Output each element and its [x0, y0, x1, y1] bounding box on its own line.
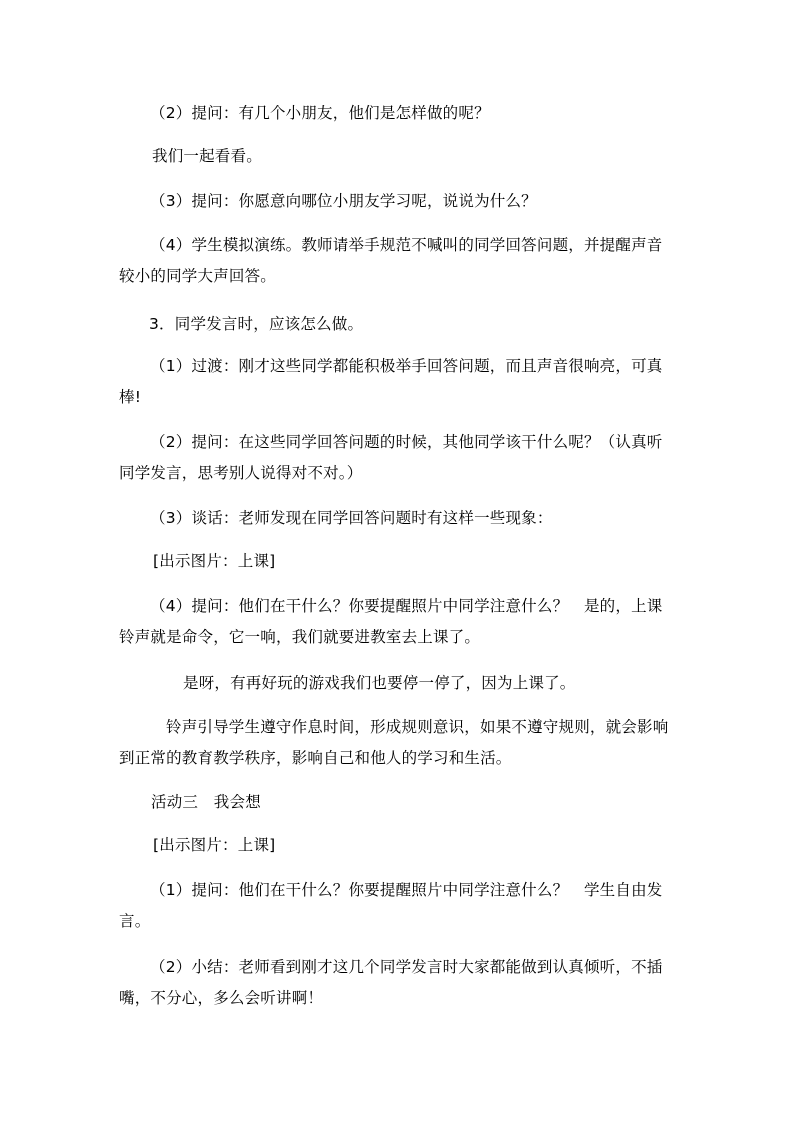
- paragraph-line: （4）提问：他们在干什么？你要提醒照片中同学注意什么？ 是的，上课: [150, 597, 663, 615]
- paragraph-line: 我们一起看看。: [152, 147, 262, 165]
- paragraph-line: 到正常的教育教学秩序，影响自己和他人的学习和生活。: [119, 749, 512, 767]
- paragraph-line: （3）谈话：老师发现在同学回答问题时有这样一些现象：: [150, 509, 553, 527]
- paragraph-line: 较小的同学大声回答。: [119, 267, 277, 285]
- paragraph-line: 是呀，有再好玩的游戏我们也要停一停了，因为上课了。: [183, 674, 576, 692]
- paragraph-line: （4）学生模拟演练。教师请举手规范不喊叫的同学回答问题，并提醒声音: [150, 236, 663, 254]
- paragraph-line: 嘴，不分心，多么会听讲啊！: [119, 989, 324, 1007]
- section-heading: 3．同学发言时，应该怎么做。: [149, 315, 364, 333]
- image-placeholder-note: [出示图片：上课]: [153, 552, 276, 570]
- paragraph-line: （2）提问：在这些同学回答问题的时候，其他同学该干什么呢？（认真听: [150, 433, 663, 451]
- paragraph-line: 同学发言，思考别人说得对不对。）: [119, 464, 363, 482]
- paragraph-line: （1）提问：他们在干什么？你要提醒照片中同学注意什么？ 学生自由发: [150, 881, 663, 899]
- activity-heading: 活动三 我会想: [151, 793, 261, 811]
- paragraph-line: 铃声引导学生遵守作息时间，形成规则意识，如果不遵守规则，就会影响: [166, 718, 669, 736]
- paragraph-line: 言。: [119, 912, 151, 930]
- paragraph-line: （3）提问：你愿意向哪位小朋友学习呢，说说为什么？: [150, 192, 537, 210]
- paragraph-line: 棒!: [119, 388, 142, 406]
- image-placeholder-note: [出示图片：上课]: [153, 836, 276, 854]
- paragraph-line: （2）小结：老师看到刚才这几个同学发言时大家都能做到认真倾听，不插: [150, 958, 663, 976]
- paragraph-line: 铃声就是命令，它一响，我们就要进教室去上课了。: [119, 628, 481, 646]
- paragraph-line: （1）过渡：刚才这些同学都能积极举手回答问题，而且声音很响亮，可真: [150, 357, 663, 375]
- paragraph-line: （2）提问：有几个小朋友，他们是怎样做的呢？: [150, 104, 490, 122]
